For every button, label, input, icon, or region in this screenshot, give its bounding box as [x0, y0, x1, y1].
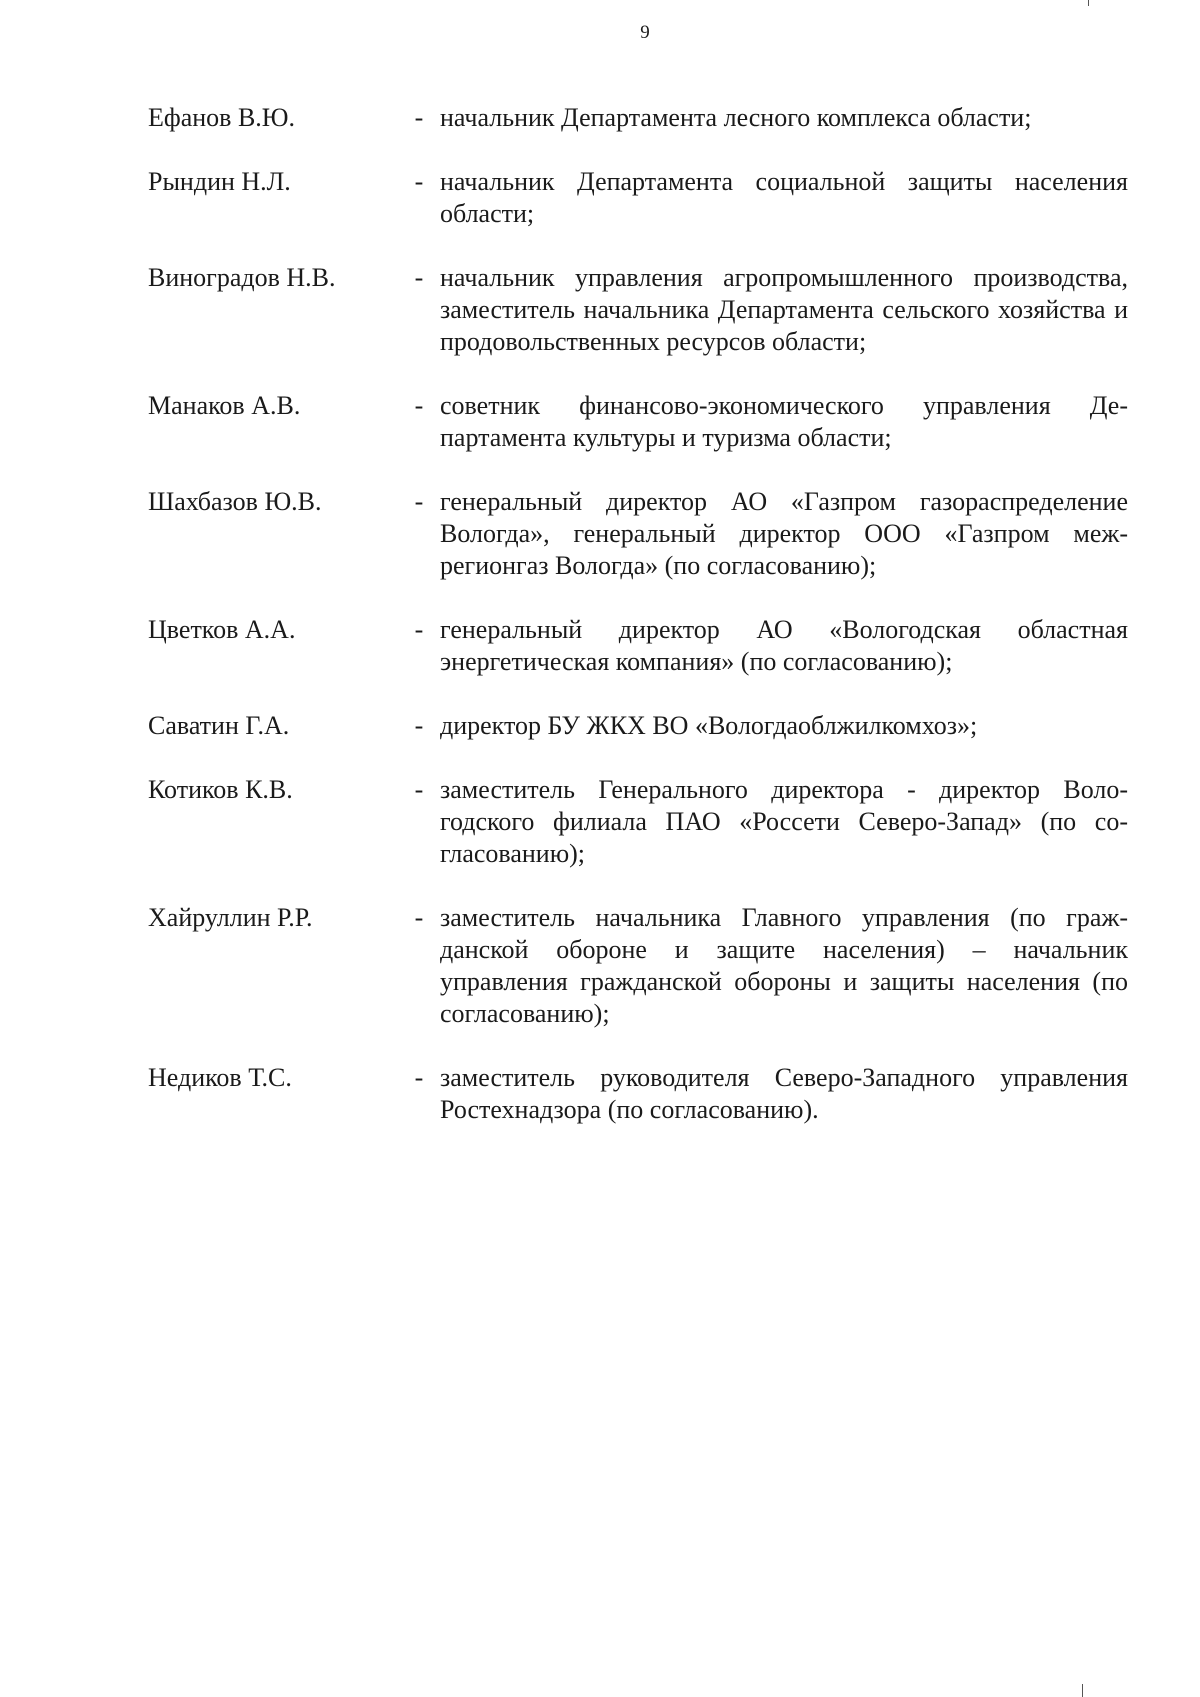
page-number: 9	[640, 22, 650, 43]
member-name: Рындин Н.Л.	[148, 167, 291, 196]
member-row	[148, 902, 1128, 1030]
member-description: заместитель руководителя Северо-Западного управления Ростехнадзора (по согласованию).	[440, 1063, 1128, 1124]
member-dash: -	[414, 167, 424, 196]
member-dash: -	[414, 103, 424, 132]
member-description: начальник Департамента социальной защиты населения области;	[440, 167, 1128, 228]
member-description: начальник управления агропромышленного производства, заместитель начальника Департамента сельского хозяйства и продовольственных ресурсов области;	[440, 263, 1128, 356]
member-row	[148, 774, 1128, 870]
scan-mark-top-right	[1088, 0, 1089, 6]
scan-mark-bottom-right	[1082, 1684, 1083, 1697]
member-name: Котиков К.В.	[148, 775, 293, 804]
member-row	[148, 166, 1128, 230]
member-description: заместитель Генерального директора - директор Вологодского филиала ПАО «Россети Северо-Запад» (по согласованию);	[440, 775, 1128, 868]
member-description: заместитель начальника Главного управления (по гражданской обороне и защите населения) – начальник управления гражданской обороны и защиты населения (по согласованию);	[440, 903, 1128, 1028]
member-description: начальник Департамента лесного комплекса области;	[440, 103, 1032, 132]
member-dash: -	[414, 1063, 424, 1092]
member-row	[148, 102, 1128, 134]
member-dash: -	[414, 903, 424, 932]
member-name: Манаков А.В.	[148, 391, 301, 420]
member-row	[148, 614, 1128, 678]
member-dash: -	[414, 711, 424, 740]
member-dash: -	[414, 487, 424, 516]
member-name: Ефанов В.Ю.	[148, 103, 296, 132]
member-name: Хайруллин Р.Р.	[148, 903, 313, 932]
member-name: Виноградов Н.В.	[148, 263, 336, 292]
member-row	[148, 1062, 1128, 1126]
member-dash: -	[414, 775, 424, 804]
member-row	[148, 390, 1128, 454]
member-dash: -	[414, 391, 424, 420]
member-description: генеральный директор АО «Вологодская областная энергетическая компания» (по согласованию);	[440, 615, 1128, 676]
member-name: Шахбазов Ю.В.	[148, 487, 322, 516]
member-dash: -	[414, 263, 424, 292]
member-row	[148, 262, 1128, 358]
member-name: Цветков А.А.	[148, 615, 296, 644]
member-name: Саватин Г.А.	[148, 711, 290, 740]
member-row	[148, 710, 1128, 742]
member-name: Недиков Т.С.	[148, 1063, 292, 1092]
member-description: директор БУ ЖКХ ВО «Вологдаоблжилкомхоз»;	[440, 711, 978, 740]
member-description: советник финансово-экономического управления Департамента культуры и туризма области;	[440, 391, 1128, 452]
member-row	[148, 486, 1128, 582]
member-dash: -	[414, 615, 424, 644]
members-list	[148, 102, 1128, 1126]
member-description: генеральный директор АО «Газпром газораспределение Вологда», генеральный директор ООО «Газпром межрегионгаз Вологда» (по согласованию);	[440, 487, 1128, 580]
